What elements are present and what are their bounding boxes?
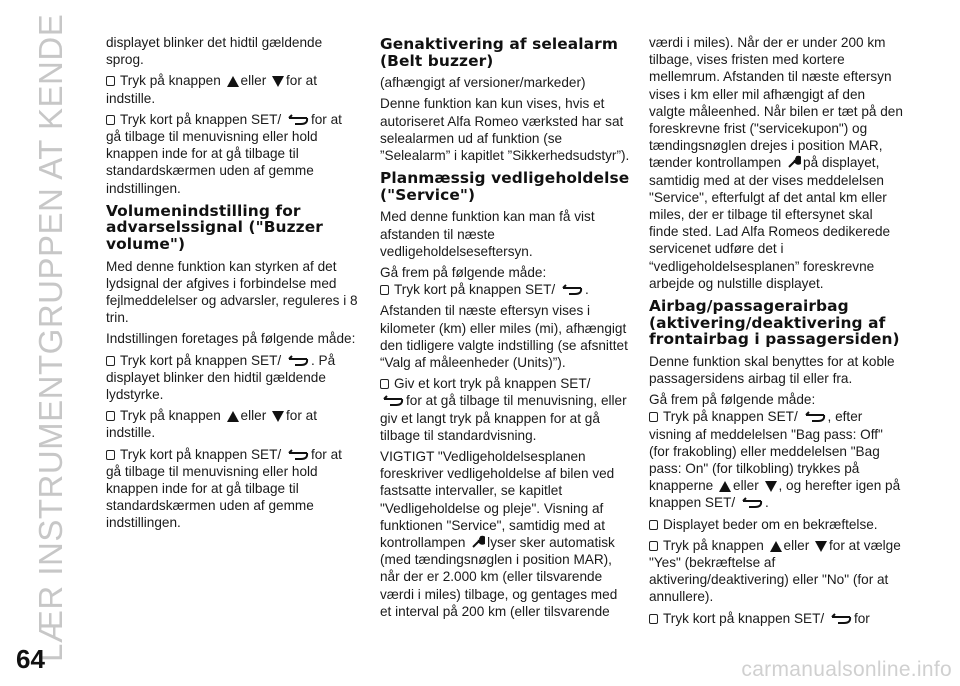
checkbox-bullet-icon (649, 520, 658, 530)
paragraph: Gå frem på følgende måde: (649, 392, 816, 408)
step-text: , efter visning af meddelelsen "Bag pass: Off" (for frakobling) eller meddelelsen "Bag pass: On" (for tilkobling) trykkes på knapperne (649, 409, 883, 494)
paragraph: Denne funktion skal benyttes for at koble passagersidens airbag til eller fra. (649, 353, 895, 387)
step-text: for (853, 610, 870, 626)
checkbox-bullet-icon (106, 411, 115, 421)
step-item (106, 352, 358, 404)
step-text: . (764, 495, 769, 511)
checkbox-bullet-icon (649, 412, 658, 422)
step-text: Tryk på knappen (120, 408, 221, 424)
step-text: . (584, 282, 589, 298)
paragraph: Gå frem på følgende måde: (380, 265, 547, 280)
up-triangle-icon (719, 481, 731, 492)
column-3 (649, 34, 905, 631)
set-esc-button-icon (561, 284, 583, 296)
step-text: for at indstille. (106, 73, 317, 106)
section-heading-airbag: Airbag/passagerairbag (aktivering/deaktivering af frontairbag i passagersiden) (649, 297, 900, 349)
step-text: for at vælge "Yes" (bekræftelse af aktivering/deaktivering) eller "No" (for at annullere). (649, 537, 901, 605)
step-text: eller (240, 408, 267, 424)
paragraph: Med denne funktion kan man få vist afstanden til næste vedligeholdelseseftersyn. (380, 209, 595, 259)
step-item (106, 407, 358, 441)
step-item (649, 610, 905, 627)
checkbox-bullet-icon (106, 115, 115, 125)
page-number: 64 (16, 644, 45, 674)
paragraph: Med denne funktion kan styrken af det lydsignal der afgives i forbindelse med fejlmeddelelser og advarsler, reguleres i 8 trin. (106, 258, 358, 326)
note-text: VIGTIGT "Vedligeholdelsesplanen foreskriver vedligeholdelse af bilen ved fastsatte intervaller, se kapitlet "Vedligeholdelse og pleje". Visning af funktionen "Service", samtidig med at kontrollampen (380, 449, 615, 551)
down-triangle-icon (272, 76, 284, 87)
up-triangle-icon (770, 541, 782, 552)
step-text: . På displayet blinker den hidtil gældende lydstyrke. (106, 352, 336, 403)
checkbox-bullet-icon (649, 541, 658, 551)
checkbox-bullet-icon (106, 76, 115, 86)
watermark-text: carmanualsonline.info (741, 658, 952, 681)
step-text: eller (733, 478, 759, 494)
section-heading-service: Planmæssig vedligeholdelse ("Service") (380, 169, 630, 204)
step-item (649, 516, 905, 533)
step-text: for at gå tilbage til menuvisning eller hold knappen inde for at gå tilbage til standardskærmen uden af gemme indstillingen. (106, 111, 342, 196)
chapter-side-title: LÆR INSTRUMENTGRUPPEN AT KENDE (32, 13, 69, 662)
step-item (380, 281, 630, 298)
wrench-icon (471, 535, 485, 549)
step-text: eller (240, 73, 267, 89)
set-esc-button-icon (287, 355, 309, 367)
step-text: for at gå tilbage til menuvisning, eller giv et langt tryk på knappen for at gå tilbage til standardvisning. (380, 393, 627, 443)
step-text: Giv et kort tryk på knappen SET/ (394, 376, 591, 392)
step-text: Tryk kort på knappen SET/ (394, 282, 556, 298)
checkbox-bullet-icon (380, 285, 389, 295)
step-text: Tryk kort på knappen SET/ (120, 111, 282, 127)
paragraph: Afstanden til næste eftersyn vises i kilometer (km) eller miles (mi), afhængigt den tidligere valgte indstilling (se afsnittet “Valg af måleenheder (Units)”). (380, 303, 628, 371)
step-text: for at indstille. (106, 408, 317, 441)
column-1 (106, 34, 358, 536)
paragraph: (afhængigt af versioner/markeder) (380, 75, 586, 91)
step-text: Displayet beder om en bekræftelse. (663, 516, 878, 532)
step-item (649, 408, 905, 511)
set-esc-button-icon (287, 449, 309, 461)
paragraph (649, 34, 905, 292)
set-esc-button-icon (830, 613, 852, 625)
note-paragraph (380, 448, 630, 620)
checkbox-bullet-icon (106, 450, 115, 460)
down-triangle-icon (815, 541, 827, 552)
down-triangle-icon (765, 481, 777, 492)
set-esc-button-icon (287, 114, 309, 126)
section-heading-volume: Volumenindstilling for advarselssignal ("Buzzer volume") (106, 201, 323, 254)
step-item (106, 446, 358, 532)
down-triangle-icon (272, 411, 284, 422)
paragraph-text: værdi i miles). Når der er under 200 km tilbage, vises fristen med kortere mellemrum. Afstanden til næste eftersyn vises i km eller mil afhængigt af den valgte måleenhed. Når bilen er tæt på den foreskrevne frist ("servicekupon") og tændingsnøglen drejes i position MAR, tænder kontrollampen (649, 35, 903, 171)
column-2 (380, 34, 630, 624)
set-esc-button-icon (741, 497, 763, 509)
step-text: Tryk kort på knappen SET/ (120, 446, 282, 462)
paragraph-text: på displayet, samtidig med at der vises meddelelsen "Service", efterfulgt af det antal km eller miles, der er tilbage til eftersynet skal finde sted. Lad Alfa Romeos dedikerede servicenet udføre det i “vedligeholdelsesplanen” foreskrevne arbejde og nulstille displayet. (649, 155, 891, 291)
section-heading-belt-buzzer: Genaktivering af selealarm (Belt buzzer) (380, 35, 618, 70)
paragraph: Denne funktion kan kun vises, hvis et autoriseret Alfa Romeo værksted har sat selealarmen ud af funktion (se ”Selealarm” i kapitlet ”Sikkerhedsudstyr”). (380, 96, 630, 163)
up-triangle-icon (227, 76, 239, 87)
step-text: Tryk på knappen (120, 73, 221, 89)
step-item (649, 537, 905, 606)
paragraph: Indstillingen foretages på følgende måde: (106, 331, 356, 347)
step-text: , og herefter igen på knappen SET/ (649, 478, 901, 511)
set-esc-button-icon (382, 395, 404, 407)
paragraph: displayet blinker det hidtil gældende sprog. (106, 35, 323, 68)
step-item (106, 72, 358, 106)
step-text: Tryk på knappen (663, 537, 764, 553)
set-esc-button-icon (804, 411, 826, 423)
note-text: lyser sker automatisk (med tændingsnøglen i position MAR), når der er 2.000 km (eller tilsvarende værdi i miles) tilbage, og gentages med et interval på 200 km (eller tilsvarende (380, 535, 618, 619)
step-text: Tryk kort på knappen SET/ (663, 610, 825, 626)
step-item (380, 375, 630, 444)
step-text: Tryk på knappen SET/ (663, 409, 798, 425)
step-text: Tryk kort på knappen SET/ (120, 352, 282, 368)
step-text: eller (783, 537, 810, 553)
checkbox-bullet-icon (380, 379, 389, 389)
up-triangle-icon (227, 411, 239, 422)
step-text: for at gå tilbage til menuvisning eller hold knappen inde for at gå tilbage til standardskærmen uden af gemme indstillingen. (106, 446, 342, 531)
step-item (106, 111, 358, 197)
checkbox-bullet-icon (649, 614, 658, 624)
wrench-icon (787, 155, 801, 169)
checkbox-bullet-icon (106, 356, 115, 366)
